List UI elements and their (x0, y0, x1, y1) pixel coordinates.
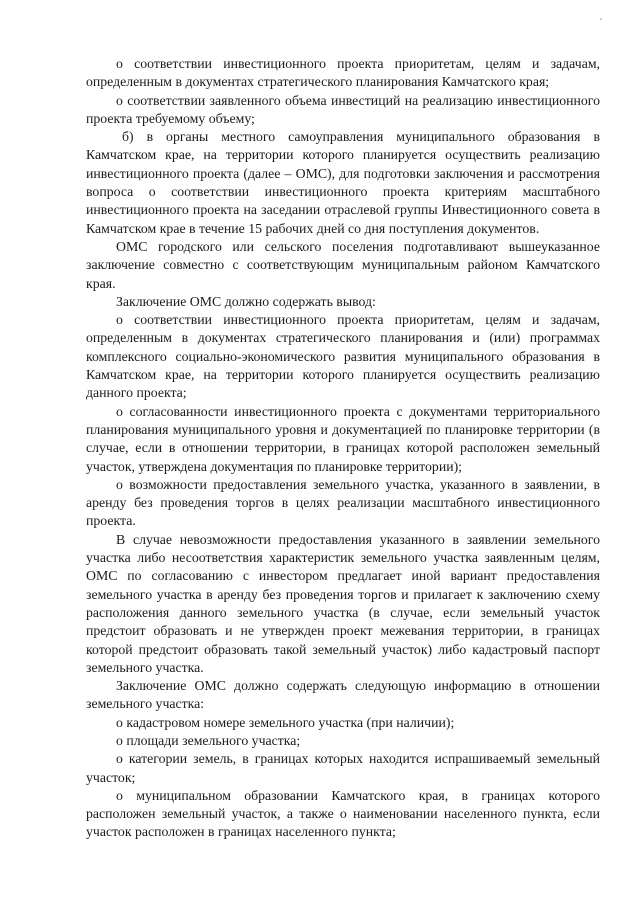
paragraph-3: б) в органы местного самоуправления муниципального образования в Камчатском крае, на территории которого планируется осуществить реализацию инвестиционного проекта (далее – ОМС), для подготовки заключения и рассмотрения вопроса о соответствии инвестиционного проекта критериям масштабного инвестиционного проекта на заседании отраслевой группы Инвестиционного совета в Камчатском крае в течение 15 рабочих дней со дня поступления документов. (86, 129, 600, 236)
paragraph-13: о категории земель, в границах которых находится испрашиваемый земельный участок; (86, 751, 600, 785)
paragraph-8: о возможности предоставления земельного участка, указанного в заявлении, в аренду без проведения торгов в целях реализации масштабного инвестиционного проекта. (86, 476, 600, 529)
paragraph-6: о соответствии инвестиционного проекта приоритетам, целям и задачам, определенным в документах стратегического планирования и (или) программах комплексного социально-экономического развития муниципального образования в Камчатском крае, на территории которого планируется осуществить реализацию данного проекта; (86, 312, 600, 401)
paragraph-1: о соответствии инвестиционного проекта приоритетам, целям и задачам, определенным в документах стратегического планирования Камчатского края; (86, 56, 600, 90)
scan-speck (600, 18, 602, 20)
paragraph-7: о согласованности инвестиционного проекта с документами территориального планирования муниципального уровня и документацией по планировке территории (в случае, если в отношении территории, в границах которой расположен земельный участок, утверждена документация по планировке территории); (86, 403, 600, 474)
paragraph-12: о площади земельного участка; (116, 732, 301, 748)
paragraph-14: о муниципальном образовании Камчатского края, в границах которого расположен земельный участок, а также о наименовании населенного пункта, если участок расположен в границах населенного пункта; (86, 787, 600, 840)
paragraph-10: Заключение ОМС должно содержать следующую информацию в отношении земельного участка: (86, 678, 600, 712)
paragraph-5: Заключение ОМС должно содержать вывод: (116, 293, 376, 309)
paragraph-11: о кадастровом номере земельного участка (при наличии); (116, 714, 455, 730)
document-page (86, 55, 600, 842)
paragraph-9: В случае невозможности предоставления указанного в заявлении земельного участка либо несоответствия характеристик земельного участка заявленным целям, ОМС по согласованию с инвестором предлагает иной вариант предоставления земельного участка в аренду без проведения торгов и прилагает к заключению схему расположения данного земельного участка (в случае, если земельный участок предстоит образовать и не утвержден проект межевания территории, в границах которой предстоит образовать такой земельный участок) либо кадастровый паспорт земельного участка. (86, 531, 600, 675)
paragraph-4: ОМС городского или сельского поселения подготавливают вышеуказанное заключение совместно с соответствующим муниципальным районом Камчатского края. (86, 238, 600, 291)
paragraph-2: о соответствии заявленного объема инвестиций на реализацию инвестиционного проекта требуемому объему; (86, 92, 600, 126)
